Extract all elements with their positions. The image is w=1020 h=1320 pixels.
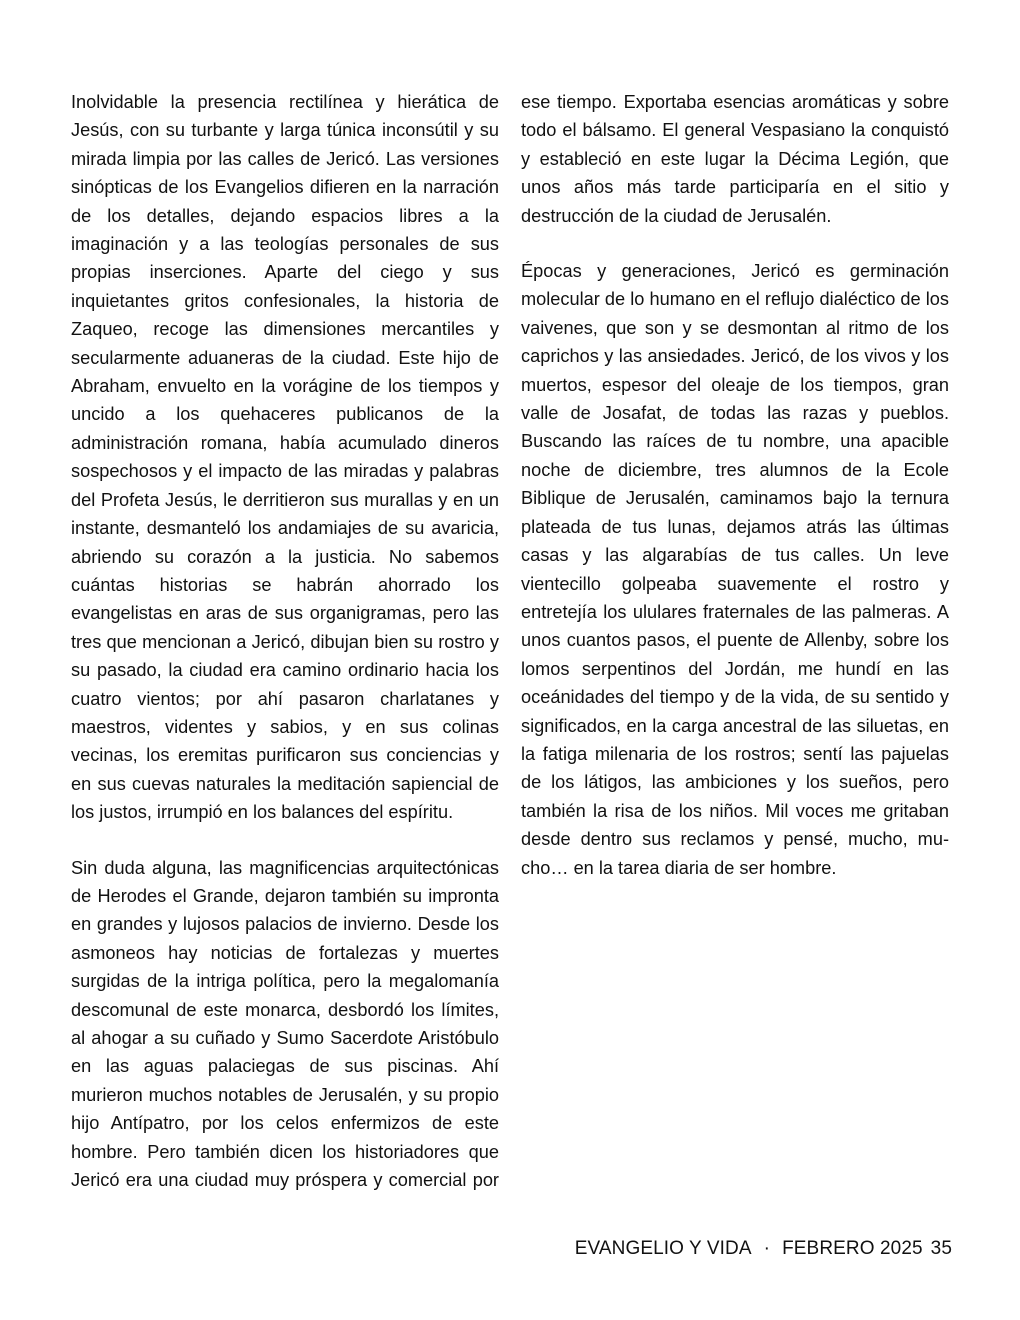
publication-name: EVANGELIO Y VIDA: [574, 1238, 752, 1259]
left-column: [71, 88, 499, 1221]
page-footer: [575, 1237, 952, 1261]
paragraph-epocas: Épocas y generaciones, Jericó es germinación molecular de lo humano en el reflujo dialéctico de los vaivenes, que son y se desmontan al ritmo de los caprichos y las ansiedades. Jericó, de los vivos y los muertos, espesor del oleaje de los tiempos, gran valle de Josafat, de todas las razas y pueblos. Buscando las raíces de tu nombre, una apacible noche de diciembre, tres alumnos de la Ecole Biblique de Jerusalén, caminamos bajo la ternura plateada de tus lunas, dejamos atrás las últimas casas y las algarabías de tus calles. Un leve vientecillo golpeaba suavemente el rostro y entretejía los ululares fraternales de las palmeras. A unos cuantos pasos, el puente de Allenby, sobre los lomos serpentinos del Jordán, me hundí en las oceánidades del tiempo y de la vida, de su sentido y significados, en la carga ancestral de las siluetas, en la fatiga milenaria de los rostros; sentí las pajuelas de los látigos, las ambiciones y los sueños, pero también la risa de los niños. Mil voces me gritaban desde dentro sus reclamos y pensé, mucho, mucho… en la tarea diaria de ser hombre.: [521, 261, 949, 878]
footer-separator: ·: [763, 1238, 771, 1259]
page-number: 35: [930, 1238, 952, 1259]
paragraph-inolvidable: Inolvidable la presencia rectilínea y hierática de Jesús, con su turbante y larga túnica inconsútil y su mirada limpia por las calles de Jericó. Las versiones sinópticas de los Evangelios difieren en la narración de los detalles, dejando espacios libres a la imaginación y a las teologías personales de sus propias inserciones. Aparte del ciego y sus inquietantes gritos confesionales, la historia de Zaqueo, recoge las dimensiones mercantiles y secularmente aduaneras de la ciudad. Este hijo de Abraham, envuelto en la vorágine de los tiempos y uncido a los quehaceres publicanos de la administración romana, había acumulado dineros sospechosos y el impacto de las miradas y palabras del Profeta Jesús, le derritieron sus murallas y en un instante, desmanteló los andamiajes de su avaricia, abriendo su corazón a la justicia. No sabemos cuántas historias se habrán ahorrado los evangelistas en aras de sus organigramas, pero las tres que mencionan a Jericó, dibujan bien su rostro y su pasado, la ciudad era camino ordinario hacia los cuatro vientos; por ahí pasaron charlatanes y maestros, videntes y sabios, y en sus colinas vecinas, los eremitas purificaron sus conciencias y en sus cuevas naturales la meditación sapiencial de los justos, irrumpió en los balances del espíritu.: [71, 92, 499, 823]
paragraph-sin-duda: Sin duda alguna, las magnificencias arquitectónicas de Herodes el Grande, dejaron también su impronta en grandes y lujosos palacios de invierno. Desde los asmoneos hay noticias de fortalezas y muertes surgidas de la intriga política, pero la megalomanía descomunal de este monarca, desbordó los límites, al ahogar a su cuñado y Sumo Sacerdote Aristóbulo en las aguas palaciegas de sus piscinas. Ahí murieron muchos notables de Jerusalén, y su propio hijo Antípatro, por los celos enfermizos de este hombre. Pero también dicen los historiadores que Jericó era una ciudad muy próspera y comercial por: [71, 857, 499, 1191]
issue-date: FEBRERO 2025: [782, 1238, 923, 1259]
right-column: [521, 88, 949, 909]
paragraph-sin-duda-continued: ese tiempo. Exportaba esencias aromáticas y sobre todo el bálsamo. El general Vespasiano la conquistó y estableció en este lugar la Décima Legión, que unos años más tarde participaría en el sitio y destrucción de la ciudad de Jerusalén.: [521, 92, 949, 226]
